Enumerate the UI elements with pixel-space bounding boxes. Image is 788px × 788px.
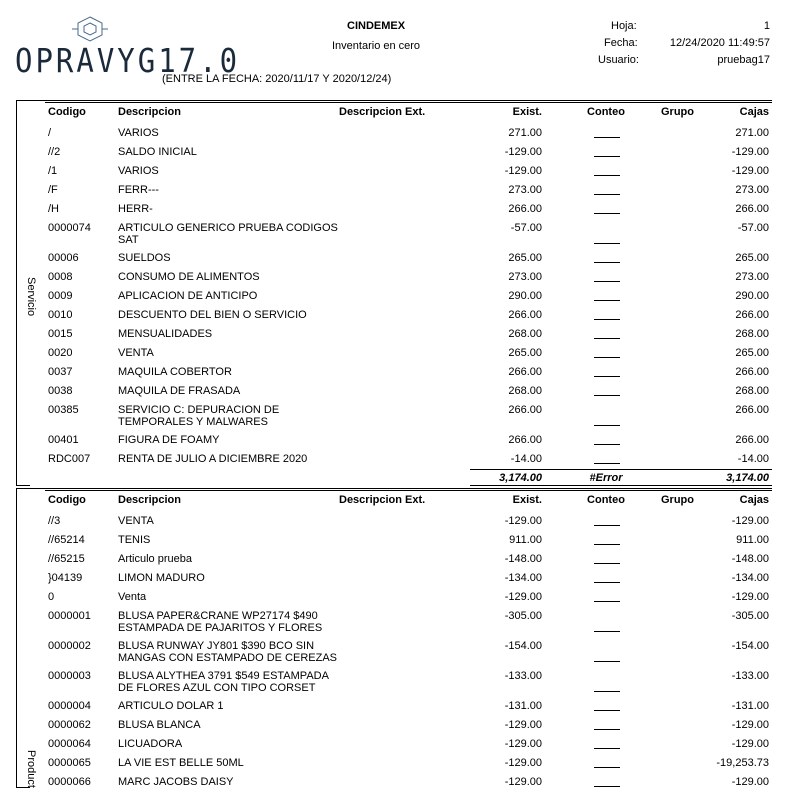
conteo-blank-line xyxy=(594,631,620,632)
row-cajas: 271.00 xyxy=(735,127,769,139)
conteo-blank-line xyxy=(594,156,620,157)
row-descripcion: BLUSA BLANCA xyxy=(118,719,201,731)
row-cajas: -129.00 xyxy=(731,776,769,788)
row-descripcion: APLICACION DE ANTICIPO xyxy=(118,290,258,302)
row-exist: -129.00 xyxy=(504,757,542,769)
row-codigo: 0010 xyxy=(48,309,73,321)
row-descripcion: BLUSA RUNWAY JY801 $390 BCO SIN MANGAS CON ESTAMPADO DE CEREZAS xyxy=(118,640,338,664)
conteo-blank-line xyxy=(594,601,620,602)
conteo-blank-line xyxy=(594,243,620,244)
row-exist: 268.00 xyxy=(508,385,542,397)
conteo-blank-line xyxy=(594,262,620,263)
section-bracket-bottom xyxy=(16,485,30,486)
fecha-value: 12/24/2020 11:49:57 xyxy=(669,37,770,49)
row-descripcion: DESCUENTO DEL BIEN O SERVICIO xyxy=(118,309,307,321)
conteo-blank-line xyxy=(594,691,620,692)
col-header-descripcion: Descripcion xyxy=(118,106,181,118)
row-codigo: 0000064 xyxy=(48,738,91,750)
row-exist: 273.00 xyxy=(508,271,542,283)
row-descripcion: LICUADORA xyxy=(118,738,183,750)
row-exist: 911.00 xyxy=(509,534,542,546)
col-header-cajas: Cajas xyxy=(739,106,769,118)
row-cajas: -129.00 xyxy=(731,165,769,177)
row-descripcion: FIGURA DE FOAMY xyxy=(118,434,220,446)
row-cajas: 266.00 xyxy=(735,404,769,416)
row-cajas: -305.00 xyxy=(731,610,769,622)
row-codigo: 0020 xyxy=(48,347,73,359)
row-cajas: 265.00 xyxy=(735,347,769,359)
row-exist: 290.00 xyxy=(508,290,542,302)
section-top-rule xyxy=(16,488,772,489)
row-descripcion: VENTA xyxy=(118,515,154,527)
company-name: CINDEMEX xyxy=(347,20,406,32)
row-exist: -305.00 xyxy=(504,610,542,622)
row-descripcion: MAQUILA DE FRASADA xyxy=(118,385,241,397)
row-codigo: }04139 xyxy=(48,572,83,584)
row-codigo: 0008 xyxy=(48,271,73,283)
row-descripcion: VARIOS xyxy=(118,127,159,139)
conteo-blank-line xyxy=(594,425,620,426)
row-codigo: //2 xyxy=(48,146,61,158)
row-codigo: 00385 xyxy=(48,404,79,416)
hoja-label: Hoja: xyxy=(611,20,637,32)
section-bracket xyxy=(16,100,17,485)
row-descripcion: ARTICULO DOLAR 1 xyxy=(118,700,224,712)
row-descripcion: LIMON MADURO xyxy=(118,572,205,584)
row-codigo: 0037 xyxy=(48,366,73,378)
row-descripcion: ARTICULO GENERICO PRUEBA CODIGOS SAT xyxy=(118,222,338,246)
conteo-blank-line xyxy=(594,213,620,214)
row-exist: 266.00 xyxy=(508,309,542,321)
row-cajas: 268.00 xyxy=(735,385,769,397)
row-exist: -129.00 xyxy=(504,719,542,731)
row-codigo: 0000004 xyxy=(48,700,91,712)
hoja-value: 1 xyxy=(763,20,770,32)
row-descripcion: MARC JACOBS DAISY xyxy=(118,776,234,788)
report-title: Inventario en cero xyxy=(332,40,421,52)
row-descripcion: SERVICIO C: DEPURACION DE TEMPORALES Y MALWARES xyxy=(118,404,280,428)
col-header-exist: Exist. xyxy=(512,106,542,118)
row-codigo: /1 xyxy=(48,165,58,177)
row-cajas: 265.00 xyxy=(735,252,769,264)
date-range: (ENTRE LA FECHA: 2020/11/17 Y 2020/12/24) xyxy=(162,73,392,85)
conteo-blank-line xyxy=(594,395,620,396)
row-descripcion: SALDO INICIAL xyxy=(118,146,197,158)
section-top-rule xyxy=(16,100,772,101)
conteo-blank-line xyxy=(594,767,620,768)
conteo-blank-line xyxy=(594,338,620,339)
row-codigo: //65214 xyxy=(48,534,85,546)
row-cajas: -129.00 xyxy=(731,591,769,603)
row-codigo: 00401 xyxy=(48,434,79,446)
row-codigo: 0 xyxy=(48,591,55,603)
conteo-blank-line xyxy=(594,710,620,711)
col-header-descripcion: Descripcion xyxy=(118,494,181,506)
row-cajas: 911.00 xyxy=(736,534,769,546)
section-bottom-rule xyxy=(470,485,772,486)
conteo-blank-line xyxy=(594,563,620,564)
col-header-cajas: Cajas xyxy=(739,494,769,506)
section-label: Servicio xyxy=(25,277,37,317)
row-cajas: -129.00 xyxy=(731,515,769,527)
col-header-conteo: Conteo xyxy=(587,106,625,118)
row-descripcion: VENTA xyxy=(118,347,154,359)
conteo-blank-line xyxy=(594,137,620,138)
row-cajas: -57.00 xyxy=(737,222,769,234)
conteo-blank-line xyxy=(594,525,620,526)
row-cajas: 266.00 xyxy=(735,434,769,446)
row-cajas: 273.00 xyxy=(735,271,769,283)
row-codigo: 0000074 xyxy=(48,222,91,234)
row-exist: 271.00 xyxy=(508,127,542,139)
row-exist: 266.00 xyxy=(508,366,542,378)
row-codigo: 0038 xyxy=(48,385,73,397)
row-exist: -129.00 xyxy=(504,165,542,177)
row-exist: 265.00 xyxy=(508,252,542,264)
logo xyxy=(15,15,241,81)
row-exist: -154.00 xyxy=(504,640,542,652)
row-codigo: RDC007 xyxy=(48,453,91,465)
conteo-blank-line xyxy=(594,175,620,176)
row-cajas: 273.00 xyxy=(735,184,769,196)
row-descripcion: Articulo prueba xyxy=(118,553,192,565)
col-header-descripcion-ext: Descripcion Ext. xyxy=(339,106,426,118)
row-codigo: 00006 xyxy=(48,252,79,264)
row-codigo: 0000003 xyxy=(48,670,91,682)
row-cajas: -133.00 xyxy=(731,670,769,682)
row-cajas: -134.00 xyxy=(731,572,769,584)
conteo-blank-line xyxy=(594,748,620,749)
row-cajas: 268.00 xyxy=(735,328,769,340)
row-descripcion: FERR--- xyxy=(118,184,159,196)
total-cajas: 3,174.00 xyxy=(726,472,769,484)
row-cajas: 266.00 xyxy=(735,309,769,321)
row-codigo: 0000062 xyxy=(48,719,91,731)
row-codigo: / xyxy=(48,127,52,139)
logo-cube-icon xyxy=(70,15,110,43)
total-exist: 3,174.00 xyxy=(499,472,542,484)
usuario-label: Usuario: xyxy=(598,54,639,66)
row-descripcion: SUELDOS xyxy=(118,252,171,264)
row-exist: 265.00 xyxy=(508,347,542,359)
row-exist: -129.00 xyxy=(504,515,542,527)
row-descripcion: MAQUILA COBERTOR xyxy=(118,366,232,378)
logo-text: OPRAVYG17.0 xyxy=(15,41,241,81)
section-top-rule-thick xyxy=(45,490,772,491)
conteo-blank-line xyxy=(594,582,620,583)
total-conteo: #Error xyxy=(589,472,623,484)
row-cajas: -131.00 xyxy=(731,700,769,712)
row-descripcion: TENIS xyxy=(118,534,151,546)
row-descripcion: BLUSA ALYTHEA 3791 $549 ESTAMPADA DE FLORES AZUL CON TIPO CORSET xyxy=(118,670,329,694)
row-codigo: /F xyxy=(48,184,58,196)
row-exist: -129.00 xyxy=(504,738,542,750)
section-label: Product xyxy=(25,750,37,788)
row-exist: -14.00 xyxy=(510,453,542,465)
conteo-blank-line xyxy=(594,661,620,662)
row-descripcion: RENTA DE JULIO A DICIEMBRE 2020 xyxy=(118,453,308,465)
col-header-descripcion-ext: Descripcion Ext. xyxy=(339,494,426,506)
row-exist: -133.00 xyxy=(504,670,542,682)
row-codigo: 0000066 xyxy=(48,776,91,788)
conteo-blank-line xyxy=(594,300,620,301)
row-descripcion: LA VIE EST BELLE 50ML xyxy=(118,757,244,769)
conteo-blank-line xyxy=(594,729,620,730)
conteo-blank-line xyxy=(594,281,620,282)
row-descripcion: VARIOS xyxy=(118,165,159,177)
fecha-label: Fecha: xyxy=(604,37,638,49)
conteo-blank-line xyxy=(594,357,620,358)
row-exist: -131.00 xyxy=(504,700,542,712)
row-exist: -129.00 xyxy=(504,776,542,788)
row-cajas: -129.00 xyxy=(731,146,769,158)
conteo-blank-line xyxy=(594,444,620,445)
row-descripcion: BLUSA PAPER&CRANE WP27174 $490 ESTAMPADA DE PAJARITOS Y FLORES xyxy=(118,610,323,634)
row-cajas: -154.00 xyxy=(731,640,769,652)
row-exist: -148.00 xyxy=(504,553,542,565)
conteo-blank-line xyxy=(594,319,620,320)
row-cajas: 266.00 xyxy=(735,203,769,215)
row-codigo: //3 xyxy=(48,515,61,527)
row-descripcion: MENSUALIDADES xyxy=(118,328,213,340)
row-exist: -57.00 xyxy=(510,222,542,234)
col-header-exist: Exist. xyxy=(512,494,542,506)
row-codigo: 0000001 xyxy=(48,610,91,622)
conteo-blank-line xyxy=(594,194,620,195)
row-cajas: -14.00 xyxy=(737,453,769,465)
row-codigo: 0015 xyxy=(48,328,73,340)
totals-rule xyxy=(470,469,772,470)
section-bracket xyxy=(16,488,17,787)
usuario-value: pruebag17 xyxy=(717,54,770,66)
row-cajas: 290.00 xyxy=(735,290,769,302)
row-exist: -129.00 xyxy=(504,591,542,603)
row-cajas: -19,253.73 xyxy=(716,757,769,769)
row-codigo: 0009 xyxy=(48,290,73,302)
col-header-grupo: Grupo xyxy=(661,106,694,118)
row-exist: 266.00 xyxy=(508,203,542,215)
row-exist: 268.00 xyxy=(508,328,542,340)
row-cajas: -129.00 xyxy=(731,719,769,731)
row-cajas: -129.00 xyxy=(731,738,769,750)
row-descripcion: HERR- xyxy=(118,203,153,215)
row-codigo: 0000002 xyxy=(48,640,91,652)
row-descripcion: CONSUMO DE ALIMENTOS xyxy=(118,271,260,283)
conteo-blank-line xyxy=(594,544,620,545)
row-descripcion: Venta xyxy=(118,591,147,603)
col-header-grupo: Grupo xyxy=(661,494,694,506)
row-exist: 266.00 xyxy=(508,404,542,416)
row-exist: 266.00 xyxy=(508,434,542,446)
row-cajas: -148.00 xyxy=(731,553,769,565)
col-header-codigo: Codigo xyxy=(48,106,86,118)
conteo-blank-line xyxy=(594,376,620,377)
row-cajas: 266.00 xyxy=(735,366,769,378)
col-header-conteo: Conteo xyxy=(587,494,625,506)
row-exist: -134.00 xyxy=(504,572,542,584)
row-codigo: 0000065 xyxy=(48,757,91,769)
row-exist: -129.00 xyxy=(504,146,542,158)
row-exist: 273.00 xyxy=(508,184,542,196)
col-header-codigo: Codigo xyxy=(48,494,86,506)
section-top-rule-thick xyxy=(45,102,772,103)
row-codigo: //65215 xyxy=(48,553,85,565)
conteo-blank-line xyxy=(594,463,620,464)
row-codigo: /H xyxy=(48,203,59,215)
